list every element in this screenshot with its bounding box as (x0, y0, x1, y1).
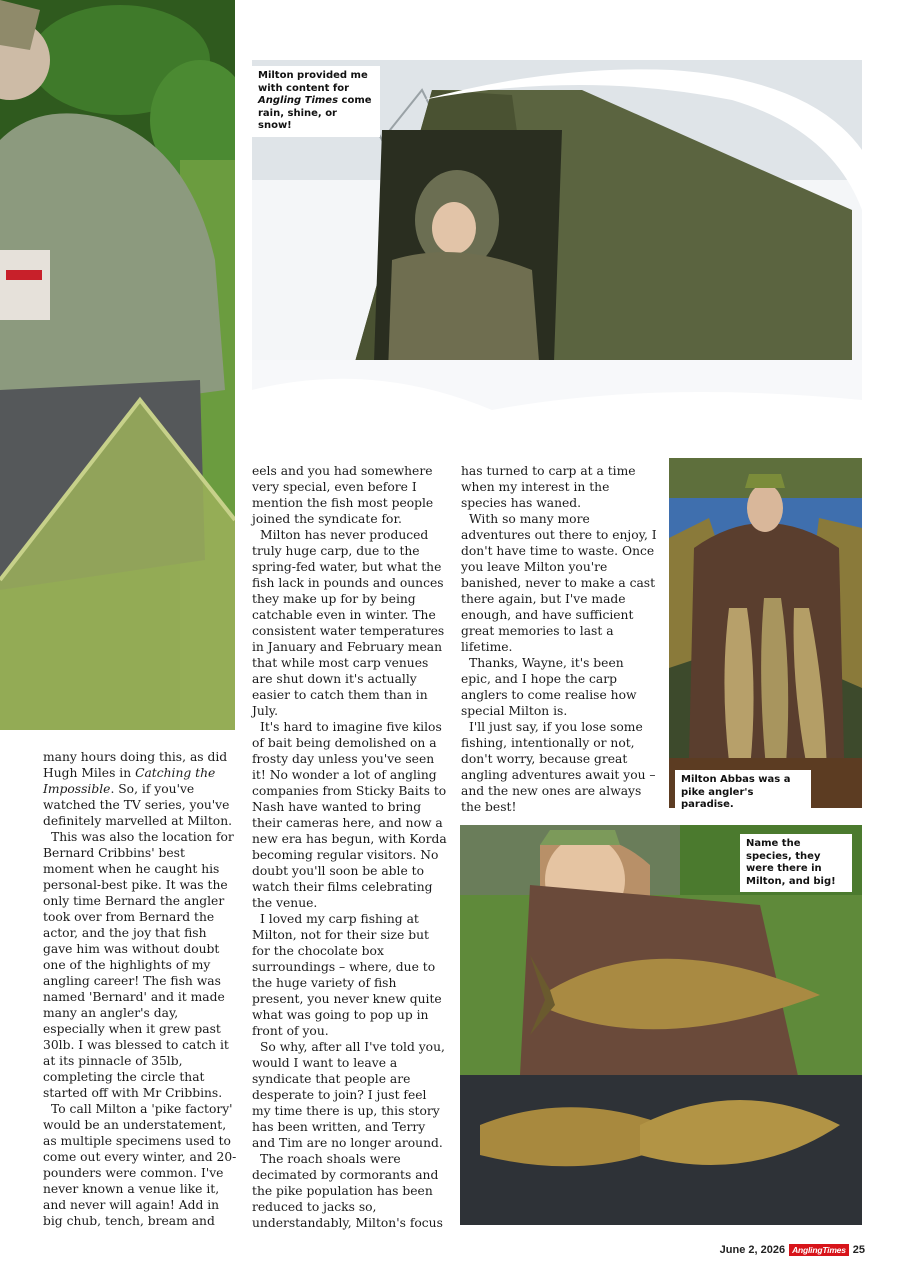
paragraph: With so many more adventures out there to enjoy, I don't have time to waste. Once you leave Milton you're banished, never to make a cast there again, but I've made enough, and have sufficient great memories to last a lifetime. (461, 512, 657, 654)
caption-pike: Milton Abbas was a pike angler's paradise. (675, 770, 811, 816)
paragraph: I'll just say, if you lose some fishing, intentionally or not, don't worry, because great angling adventures await you – and the new ones are always the best! (461, 720, 656, 814)
photo-angler-with-net (0, 0, 235, 730)
page-number: 25 (852, 1244, 865, 1256)
paragraph: Milton has never produced truly huge carp, due to the spring-fed water, but what the fish lack in pounds and ounces they make up for by being catchable even in winter. The consistent water temperatures in January and February mean that while most carp venues are shut down it's actually easier to catch them than in July. (252, 528, 445, 718)
photo-pike-angler (669, 458, 862, 808)
article-column-2 (252, 463, 447, 1231)
paragraph: The roach shoals were decimated by cormorants and the pike population has been reduced to jacks so, understandably, Milton's focus (252, 1152, 443, 1230)
article-column-1 (43, 749, 238, 1229)
caption-snow: Milton provided me with content for Angling Times come rain, shine, or snow! (252, 66, 380, 137)
paragraph: I loved my carp fishing at Milton, not for their size but for the chocolate box surroundings – where, due to the huge variety of fish present, you never knew quite what was going to pop up in front of you. (252, 912, 442, 1038)
issue-date: June 2, 2026 (719, 1244, 786, 1256)
article-column-3 (461, 463, 657, 815)
paragraph: has turned to carp at a time when my interest in the species has waned. (461, 464, 636, 510)
page-folio (720, 1244, 865, 1256)
paragraph: many hours doing this, as did Hugh Miles in Catching the Impossible. So, if you've watched the TV series, you've definitely marvelled at Milton. (43, 750, 233, 828)
paragraph: eels and you had somewhere very special, even before I mention the fish most people joined the syndicate for. (252, 464, 434, 526)
paragraph: It's hard to imagine five kilos of bait being demolished on a frosty day unless you've seen it! No wonder a lot of angling companies from Sticky Baits to Nash have wanted to bring their cameras here, and now a new era has begun, with Korda becoming regular visitors. No doubt you'll soon be able to watch their films celebrating the venue. (252, 720, 447, 910)
caption-bream: Name the species, they were there in Milton, and big! (740, 834, 852, 892)
paragraph: Thanks, Wayne, it's been epic, and I hope the carp anglers to come realise how special Milton is. (461, 656, 637, 718)
paragraph: To call Milton a 'pike factory' would be an understatement, as multiple specimens used to come out every winter, and 20-pounders were common. I've never known a venue like it, and never will again! Add in big chub, tench, bream and (43, 1102, 237, 1228)
paragraph: This was also the location for Bernard Cribbins' best moment when he caught his personal-best pike. It was the only time Bernard the angler took over from Bernard the actor, and the joy that fish gave him was without doubt one of the highlights of my angling career! The fish was named 'Bernard' and it made many an angler's day, especially when it grew past 30lb. I was blessed to catch it at its pinnacle of 35lb, completing the circle that started off with Mr Cribbins. (43, 830, 234, 1100)
paragraph: So why, after all I've told you, would I want to leave a syndicate that people are desperate to join? I just feel my time there is up, this story has been written, and Terry and Tim are no longer around. (252, 1040, 445, 1150)
brand-logo: AnglingTimes (789, 1244, 849, 1256)
